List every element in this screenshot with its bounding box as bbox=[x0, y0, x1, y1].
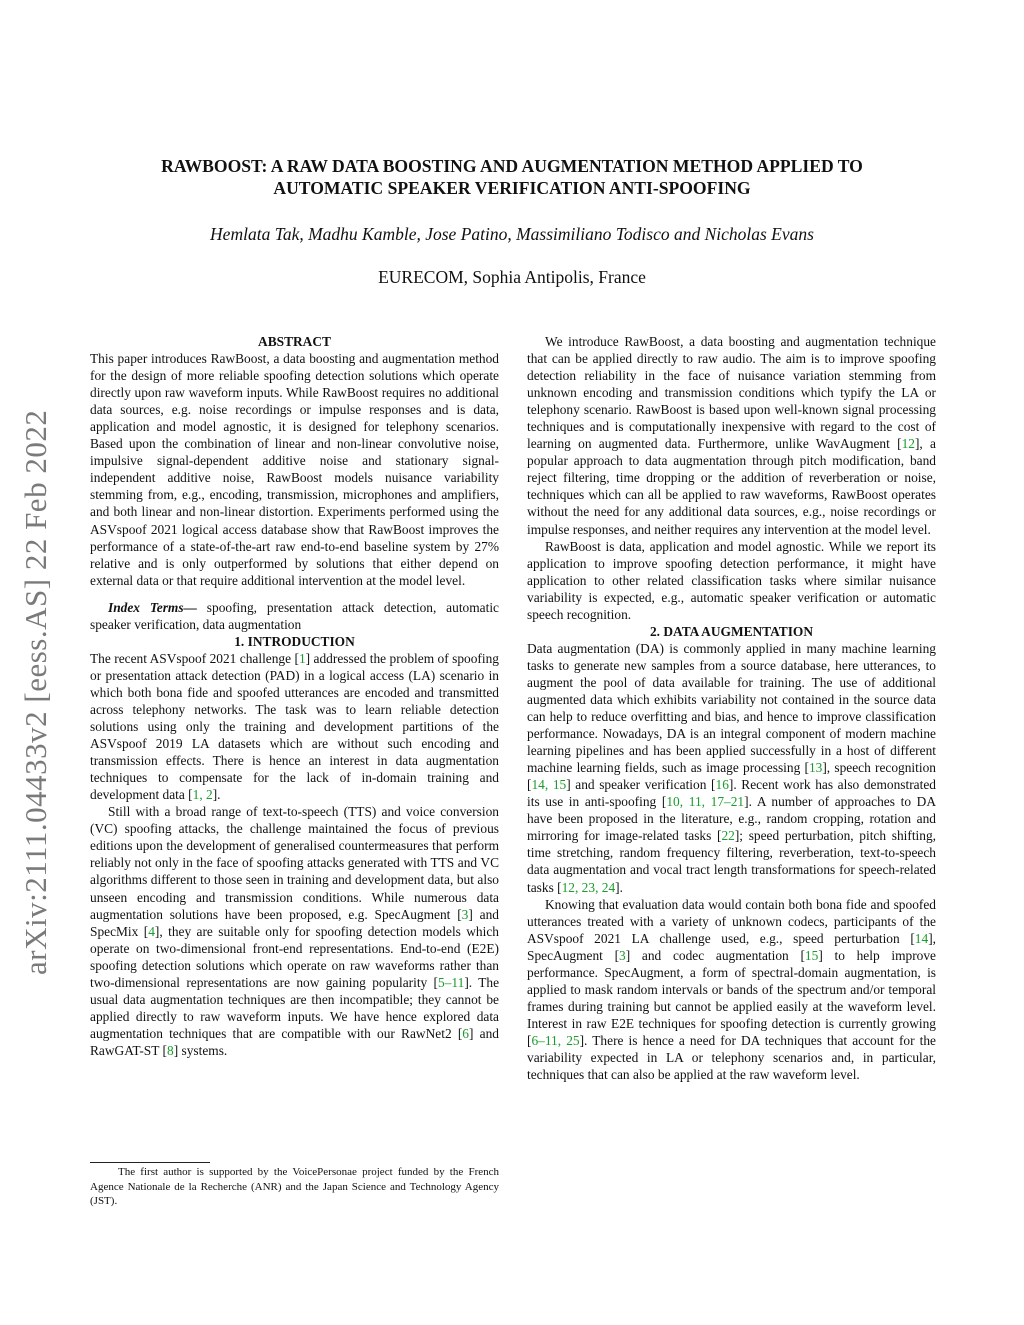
text-run: ]. Recent work has also demonstrated its use in anti-spoofing [ bbox=[527, 777, 936, 810]
text-run: ]. The usual data augmentation techniques are then incompatible; they cannot be applied directly to raw waveform inputs. We have hence explored data augmentation techniques that are compatible with our RawNet2 [ bbox=[90, 974, 500, 1041]
citation-link[interactable]: 6–11, 25 bbox=[531, 1032, 580, 1048]
text-run: ], speech recognition [ bbox=[527, 760, 936, 793]
index-terms bbox=[90, 599, 499, 633]
citation-link[interactable]: 10, 11, 17–21 bbox=[666, 794, 745, 810]
text-run: ] systems. bbox=[173, 1042, 228, 1058]
citation-link[interactable]: 12 bbox=[901, 436, 915, 452]
da-paragraph-2 bbox=[527, 896, 936, 1084]
citation-link[interactable]: 1, 2 bbox=[192, 787, 213, 803]
da-paragraph-1 bbox=[527, 640, 936, 896]
left-column bbox=[90, 333, 499, 1059]
footnote-divider bbox=[90, 1162, 210, 1163]
citation-link[interactable]: 14 bbox=[914, 930, 929, 946]
text-run: Still with a broad range of text-to-speech (TTS) and voice conversion (VC) spoofing attacks, the challenge maintained the focus of previous editions upon the development of generalised countermeasures that perform reliably not only in the face of spoofing attacks generated with TTS and VC algorithms different to those seen in training and development data, but also unseen encoding and transmission conditions. While numerous data augmentation solutions have been proposed, e.g. SpecAugment [ bbox=[90, 804, 499, 922]
citation-link[interactable]: 12, 23, 24 bbox=[561, 879, 616, 895]
text-run: ]. bbox=[212, 787, 221, 803]
text-run: ] and SpecMix [ bbox=[90, 906, 499, 939]
text-run: Knowing that evaluation data would contain both bona fide and spoofed utterances treated with a variety of unknown codecs, participants of the ASVspoof 2021 LA challenge used, e.g., speed perturbation [ bbox=[527, 896, 936, 946]
text-run: ] and codec augmentation [ bbox=[625, 947, 805, 963]
right-intro-paragraph-2: RawBoost is data, application and model agnostic. While we report its application to improve spoofing detection performance, it might have application to other related classification tasks where similar nuisance variability is expected, e.g., automatic speaker verification or automatic speech recognition. bbox=[527, 538, 936, 622]
citation-link[interactable]: 5–11 bbox=[438, 974, 465, 990]
right-column bbox=[527, 333, 936, 1083]
right-intro-paragraph-1 bbox=[527, 333, 936, 538]
text-run: ]. bbox=[615, 879, 623, 895]
text-run: ], they are suitable only for spoofing detection models which operate on two-dimensional front-end representations. End-to-end (E2E) spoofing detection solutions which operate on raw waveforms rather than two-dimensional representations are now gaining popularity [ bbox=[90, 923, 499, 990]
paper-title: RAWBOOST: A RAW DATA BOOSTING AND AUGMENTATION METHOD APPLIED TO AUTOMATIC SPEAKER VERIFICATION ANTI-SPOOFING bbox=[161, 156, 863, 198]
data-augmentation-heading: 2. DATA AUGMENTATION bbox=[649, 623, 814, 639]
citation-link[interactable]: 3 bbox=[619, 947, 626, 963]
abstract-text: This paper introduces RawBoost, a data boosting and augmentation method for the design of more reliable spoofing detection solutions which operate directly upon raw waveform inputs. While RawBoost requires no additional data sources, e.g. noise recordings or impulse responses and is data, application and model agnostic, it is designed for telephony scenarios. Based upon the combination of linear and non-linear convolutive noise, impulsive signal-dependent additive noise and stationary signal-independent additive noise, RawBoost models nuisance variability stemming from, e.g., encoding, transmission, microphones and amplifiers, and both linear and non-linear distortion. Experiments performed using the ASVspoof 2021 logical access database show that RawBoost improves the performance of a state-of-the-art raw end-to-end baseline system by 27% relative and is only outperformed by solutions that either depend on external data or that require additional intervention at the model level. bbox=[90, 351, 499, 588]
affiliation: EURECOM, Sophia Antipolis, France bbox=[378, 267, 646, 287]
abstract-heading: ABSTRACT bbox=[258, 334, 331, 349]
intro-paragraph-2 bbox=[90, 803, 499, 1059]
citation-link[interactable]: 16 bbox=[715, 777, 729, 793]
text-run: ]. There is hence a need for DA techniques that account for the variability expected in LA or telephony scenarios and, in particular, techniques that can also be applied at the raw waveform level. bbox=[527, 1032, 937, 1083]
index-terms-label: Index Terms— bbox=[108, 599, 197, 615]
text-run: ] addressed the problem of spoofing or presentation attack detection (PAD) in a logical access (LA) scenario in which both bona fide and spoofed utterances are encoded and transmitted across telephony networks. The task was to learn reliable detection solutions using only the training and development partitions of the ASVspoof 2019 LA datasets which are without such encoding and transmission effects. There is hence an interest in data augmentation techniques to compensate for the lack of in-domain training and development data [ bbox=[90, 650, 499, 803]
citation-link[interactable]: 6 bbox=[462, 1025, 469, 1041]
text-run: ], a popular approach to data augmentation through pitch modification, band reject filtering, time dropping or the addition of reverberation or noise, techniques which can all be applied to raw waveforms, RawBoost operates without the need for any additional data sources, e.g., noise recordings or impulse responses, and neither requires any intervention at the model level. bbox=[527, 436, 936, 537]
citation-link[interactable]: 13 bbox=[808, 760, 823, 776]
citation-link[interactable]: 4 bbox=[148, 923, 155, 939]
text-run: ] and speaker verification [ bbox=[566, 777, 716, 793]
index-terms-text: spoofing, presentation attack detection, automatic speaker verification, data augmentation bbox=[90, 599, 499, 632]
text-run: ] to help improve performance. SpecAugment, a form of spectral-domain augmentation, is applied to mask random intervals or bands of the spectrum and/or temporal frames during training but cannot be applied easily at the waveform level. Interest in raw E2E techniques for spoofing detection is currently growing [ bbox=[527, 947, 936, 1048]
citation-link[interactable]: 22 bbox=[721, 828, 735, 844]
citation-link[interactable]: 14, 15 bbox=[531, 777, 567, 793]
citation-link[interactable]: 3 bbox=[461, 906, 469, 922]
citation-link[interactable]: 15 bbox=[804, 947, 819, 963]
text-run: ]; speed perturbation, pitch shifting, time stretching, random frequency filtering, reverberation, text-to-speech data augmentation and vocal tract length transformations for speech-related tasks [ bbox=[527, 828, 937, 895]
introduction-heading: 1. INTRODUCTION bbox=[234, 633, 355, 649]
text-run: We introduce RawBoost, a data boosting and augmentation technique that can be applied directly to raw audio. The aim is to improve spoofing detection reliability in the face of nuisance variation stemming from unknown encoding and transmission conditions which typify the LA or telephony scenario. RawBoost is based upon well-known signal processing techniques and is computationally inexpensive with regard to the cost of learning on augmented data. Furthermore, unlike WavAugment [ bbox=[527, 334, 936, 452]
text-run: ] and RawGAT-ST [ bbox=[90, 1025, 499, 1058]
citation-link[interactable]: 8 bbox=[167, 1042, 174, 1058]
footnote: The first author is supported by the VoicePersonae project funded by the French Agence Nationale de la Recherche (ANR) and the Japan Science and Technology Agency (JST). bbox=[90, 1166, 499, 1207]
text-run: The recent ASVspoof 2021 challenge [ bbox=[90, 650, 299, 666]
author-list: Hemlata Tak, Madhu Kamble, Jose Patino, Massimiliano Todisco and Nicholas Evans bbox=[210, 224, 814, 244]
text-run: ]. A number of approaches to DA have been proposed in the literature, e.g., random cropping, rotation and mirroring for image-related tasks [ bbox=[527, 794, 936, 844]
intro-paragraph-1 bbox=[90, 650, 499, 803]
text-run: ], SpecAugment [ bbox=[527, 930, 936, 963]
citation-link[interactable]: 1 bbox=[298, 650, 306, 666]
text-run: Data augmentation (DA) is commonly applied in many machine learning tasks to generate new samples from a source database, here utterances, to augment the pool of data available for training. The use of additional augmented data which exhibits variability not contained in the source data can help to reduce overfitting and bias, and hence to improve classification performance. Nowadays, DA is an integral component of modern machine learning pipelines and has been applied successfully in a host of different machine learning fields, such as image processing [ bbox=[527, 640, 936, 776]
arxiv-identifier-stamp[interactable]: arXiv:2111.04433v2 [eess.AS] 22 Feb 2022 bbox=[18, 409, 53, 975]
